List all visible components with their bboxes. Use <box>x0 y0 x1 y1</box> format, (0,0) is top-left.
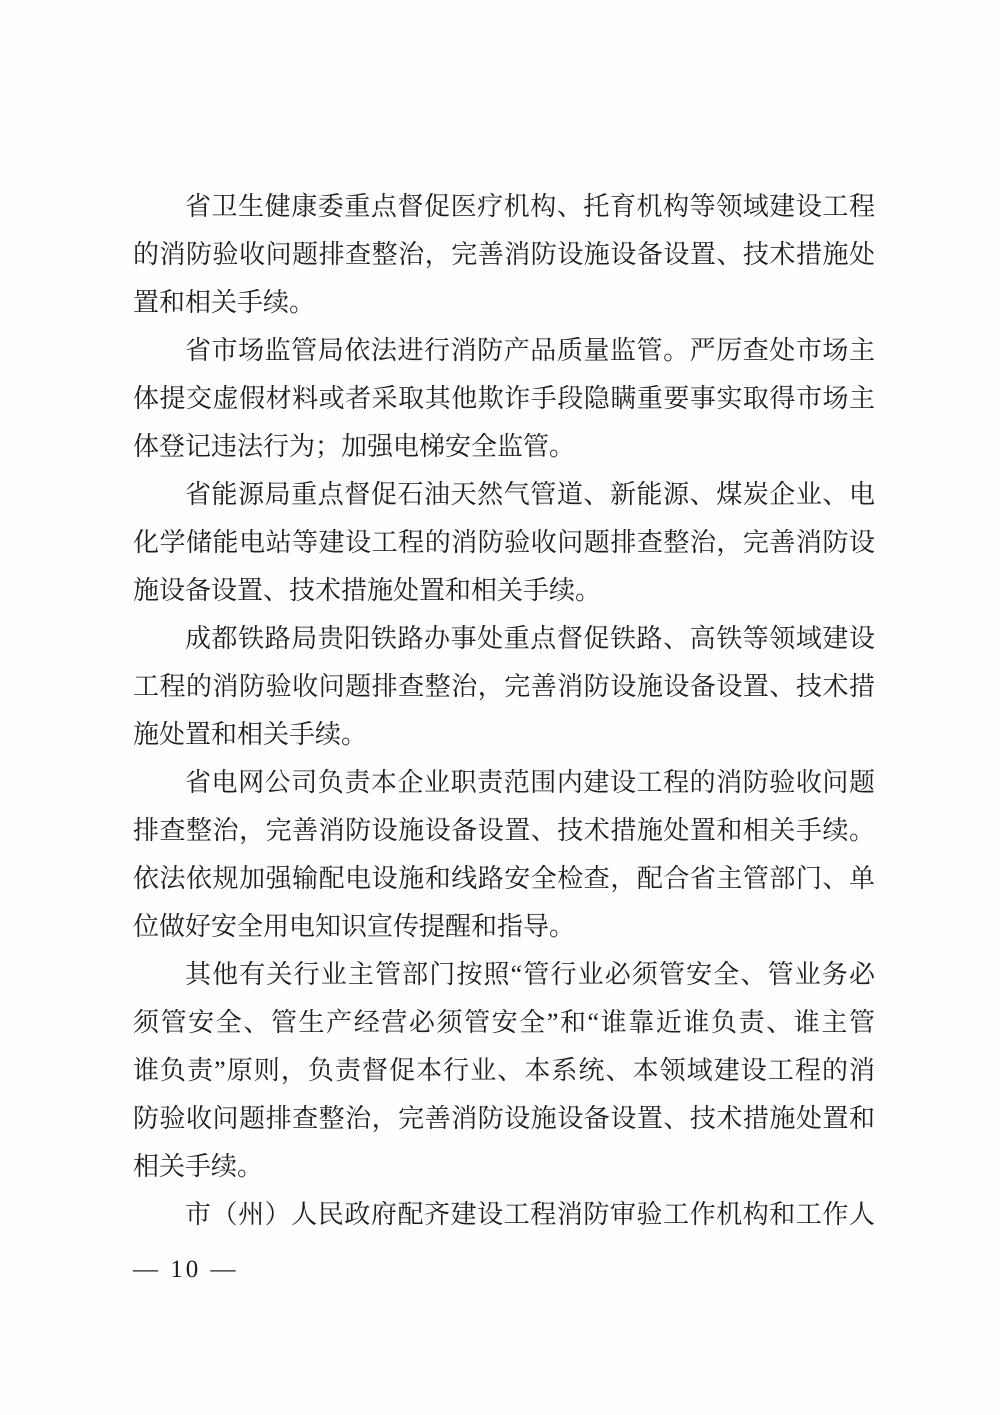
text-line: 化学储能电站等建设工程的消防验收问题排查整治，完善消防设 <box>133 528 875 557</box>
text-line: 排查整治，完善消防设施设备设置、技术措施处置和相关手续。 <box>133 816 875 845</box>
text-line: 省卫生健康委重点督促医疗机构、托育机构等领域建设工程 <box>185 192 875 221</box>
paragraph <box>133 471 875 615</box>
paragraph <box>133 183 875 327</box>
text-line: 施设备设置、技术措施处置和相关手续。 <box>133 576 602 605</box>
paragraph <box>133 1191 875 1239</box>
text-line: 体提交虚假材料或者采取其他欺诈手段隐瞒重要事实取得市场主 <box>133 384 875 413</box>
text-line: 防验收问题排查整治，完善消防设施设备设置、技术措施处置和 <box>133 1104 875 1133</box>
text-line: 成都铁路局贵阳铁路办事处重点督促铁路、高铁等领域建设 <box>185 624 875 653</box>
text-line: 依法依规加强输配电设施和线路安全检查，配合省主管部门、单 <box>133 864 875 893</box>
text-line: 省市场监管局依法进行消防产品质量监管。严厉查处市场主 <box>185 336 875 365</box>
document-body <box>133 183 875 1239</box>
text-line: 置和相关手续。 <box>133 288 316 317</box>
text-line: 省电网公司负责本企业职责范围内建设工程的消防验收问题 <box>185 768 875 797</box>
text-line: 的消防验收问题排查整治，完善消防设施设备设置、技术措施处 <box>133 240 875 269</box>
paragraph <box>133 951 875 1191</box>
paragraph <box>133 759 875 951</box>
text-line: 位做好安全用电知识宣传提醒和指导。 <box>133 912 576 941</box>
text-line: 工程的消防验收问题排查整治，完善消防设施设备设置、技术措 <box>133 672 875 701</box>
text-line: 施处置和相关手续。 <box>133 720 368 749</box>
paragraph <box>133 615 875 759</box>
paragraph <box>133 327 875 471</box>
text-line: 其他有关行业主管部门按照“管行业必须管安全、管业务必 <box>185 960 875 989</box>
text-line: 省能源局重点督促石油天然气管道、新能源、煤炭企业、电 <box>185 480 875 509</box>
text-line: 市（州）人民政府配齐建设工程消防审验工作机构和工作人 <box>185 1200 875 1229</box>
text-line: 体登记违法行为；加强电梯安全监管。 <box>133 432 576 461</box>
text-line: 须管安全、管生产经营必须管安全”和“谁靠近谁负责、谁主管 <box>133 1008 875 1037</box>
text-line: 谁负责”原则，负责督促本行业、本系统、本领域建设工程的消 <box>133 1056 875 1085</box>
text-line: 相关手续。 <box>133 1152 264 1181</box>
page-number: — 10 — <box>133 1256 239 1283</box>
